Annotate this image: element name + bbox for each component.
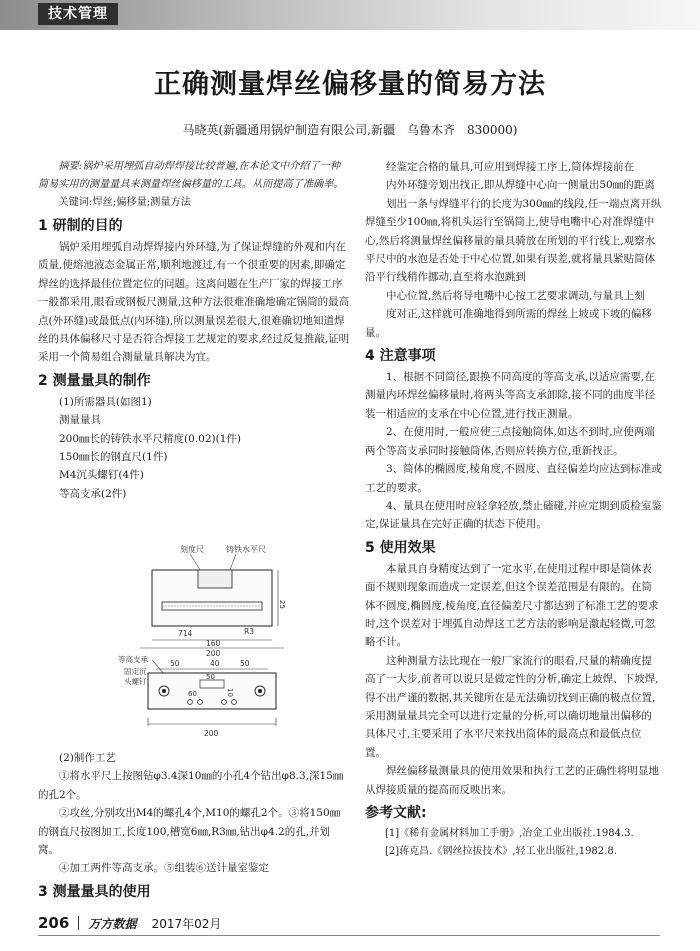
- fig-dim-40: 40: [210, 659, 220, 668]
- left-column-top: [38, 158, 350, 503]
- fig-dim-200b: 200: [204, 729, 219, 738]
- paragraph: 中心位置,然后将导电嘴中心按工艺要求调动,与量具上刻: [386, 289, 645, 302]
- list-item: (2)制作工艺: [59, 752, 116, 764]
- fig-dim-50a: 50: [170, 659, 180, 668]
- fig-label-support: 等高支承: [118, 655, 148, 664]
- fig-label-ruler: 刻度尺: [180, 545, 204, 554]
- paragraph: 3、筒体的椭圆度,棱角度,不圆度、直径偏差均应达到标准或工艺的要求。: [365, 463, 662, 494]
- fig-dim-60: 60: [188, 690, 197, 698]
- section-1-title: 1 研制的目的: [38, 218, 123, 234]
- list-item: 200㎜长的铸铁水平尺精度(0.02)(1件): [59, 432, 241, 445]
- paragraph: 1、根据不同筒径,跟换不同高度的等高支承,以适应需要,在测量内环焊丝偏移量时,将两头等高支承卸除,接不同的曲度半径装一相适应的支承在中心位置,进行找正测量。: [365, 371, 656, 420]
- left-column-bottom: [38, 749, 350, 904]
- footer-rule: [38, 935, 660, 936]
- article-byline: 马晓英(新疆通用锅炉制造有限公司,新疆 乌鲁木齐 830000): [182, 123, 518, 137]
- list-item: ②攻丝,分别攻出M4的螺孔4个,M10的螺孔2个。③将150㎜的钢直尺按图加工,长度100,槽宽6㎜,R3㎜,钻出φ4.2的孔,并划窝。: [38, 807, 341, 857]
- figure-1-drawing: [118, 538, 308, 740]
- abstract: 摘要:锅炉采用埋弧自动焊焊接比较普遍,在本论文中介绍了一种简易实用的测量量具来测量焊丝偏移量的工具。从而提高了准确率。: [38, 161, 344, 190]
- paragraph: 2、在使用时,一般应使三点接触筒体,如达不到时,应使两端两个等高支承同时接触筒体,否则应转换方位,重新找正。: [365, 426, 655, 457]
- page-number: 206: [38, 914, 70, 932]
- paragraph: 本量具自身精度达到了一定水平,在使用过程中即是筒体表面不规则现象而造成一定误差,但这个误差范围是有限的。在筒体不圆度,椭圆度,棱角度,直径偏差尺寸都达到了标准工艺的要求时,这个误差对于埋弧自动焊这工艺方法的影响是激起轻微,可忽略不计。: [365, 562, 659, 649]
- list-item: 150㎜长的钢直尺(1件): [59, 451, 168, 464]
- section-3-title: 3 测量量具的使用: [38, 883, 151, 900]
- list-item: ①将水平尺上按图钻φ3.4深10㎜的小孔4个钻出φ8.3,深15㎜的孔2个。: [38, 770, 344, 801]
- fig-dim-160: 160: [206, 639, 221, 648]
- paragraph: 4、量具在使用时应轻拿轻放,禁止磕碰,并应定期到质检室鉴定,保证量具在完好正确的状态下使用。: [365, 499, 662, 531]
- list-item: 测量量具: [59, 414, 101, 427]
- page-footer: [38, 913, 221, 933]
- references-title: 参考文献:: [365, 805, 427, 821]
- paragraph: 经鉴定合格的量具,可应用到焊接工序上,筒体焊接前在: [386, 161, 635, 173]
- fig-dim-25: 25: [278, 600, 286, 609]
- reference-item: [1]《稀有金属材料加工手册》,冶金工业出版社.1984.3.: [385, 828, 634, 839]
- fig-dim-10: 10: [226, 688, 234, 697]
- right-column: [365, 158, 662, 861]
- paragraph: 内外环缝旁划出找正,即从焊缝中心向一侧量出50㎜的距离: [386, 179, 655, 192]
- section-2-title: 2 测量量具的制作: [38, 372, 151, 389]
- fig-label-screw-2: 头螺钉: [124, 677, 147, 686]
- paragraph: 度对正,这样就可准确地得到所需的焊丝上坡或下坡的偏移量。: [365, 308, 652, 339]
- list-item: ④加工两件等高支承。⑤组装⑥送计量室鉴定: [59, 862, 269, 875]
- fig-label-level: 铸铁水平尺: [226, 545, 266, 554]
- keywords: 关键词:焊丝;偏移量;测量方法: [58, 197, 191, 208]
- fig-dim-50c: 50: [206, 673, 215, 681]
- paragraph: 划出一条与焊缝平行的长度为300㎜的线段,任一端点离开纵焊缝至少100㎜,将机头运行至锅筒上,使导电嘴中心对准焊缝中心,然后将测量焊丝偏移量的量具骑放在所划的平行线上,观察水平尺中的水泡是否处于中心位置,如果有误差,就将量具紧贴筒体沿平行线稍作挪动,直至将水泡跳到: [365, 197, 662, 284]
- section-1-paragraph: 锅炉采用埋弧自动焊焊接内外环缝,为了保证焊缝的外观和内在质量,使熔池液态金属正常,顺利地渡过,有一个很重要的因素,即确定焊丝的选择最佳位置定位的问题。这离问题在生产厂家的焊接工序一般都采用,眼看或钢板尺测量,这种方法很难准确地确定锅筒的最高点(外环缝)或最低点(内环缝),所以测量误差很大,很难确切地知道焊丝的具体偏移尺寸是否符合焊接工艺规定的要求,经过反复推敲,证明采用一个简易组合测量量具解决为宜。: [38, 241, 350, 364]
- fig-label-screw-1: 固定沉: [124, 667, 147, 676]
- section-5-title: 5 使用效果: [365, 539, 436, 556]
- list-item: (1)所需器具(如图1): [59, 395, 152, 408]
- fig-dim-714: 714: [178, 629, 193, 638]
- journal-name: 万方数据: [88, 917, 137, 931]
- fig-dim-200a: 200: [206, 649, 221, 658]
- reference-item: [2]蒋克昌.《钢丝拉拔技术》,轻工业出版社,1982.8.: [385, 846, 617, 857]
- fig-ruler-slot: [198, 570, 232, 588]
- fig-dim-50b: 50: [240, 659, 250, 668]
- paragraph: 这种测量方法比现在一般厂家流行的眼看,尺量的精确度提高了一大步,前者可以说只是做定性的分析,确定上坡焊、下坡焊,得不出严谨的数据,其关键所在是无法确切找到正确的极点位置,采用测量量具完全可以进行定量的分析,可以确切地量出偏移的具体尺寸,主要采用了水平尺来找出筒体的最高点和最低点位置。: [365, 654, 659, 759]
- section-4-title: 4 注意事项: [365, 348, 436, 365]
- fig-dim-r3: R3: [244, 627, 254, 636]
- issue-date: 2017年02月: [151, 917, 222, 931]
- list-item: M4沉头螺钉(4件): [59, 469, 144, 482]
- list-item: 等高支承(2件): [59, 487, 127, 500]
- article-title: 正确测量焊丝偏移量的简易方法: [154, 69, 546, 100]
- paragraph: 焊丝偏移量测量具的使用效果和执行工艺的正确性将明显地从焊接质量的提高而反映出来。: [365, 765, 659, 796]
- section-tag: 技术管理: [38, 3, 118, 25]
